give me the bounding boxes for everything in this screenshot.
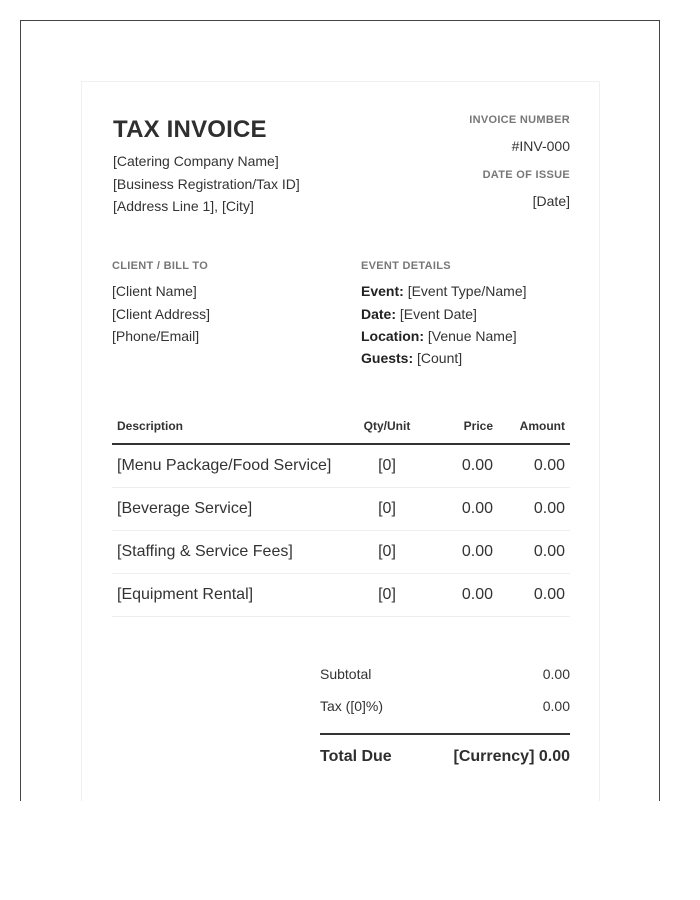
client-contact: [Phone/Email] <box>112 328 200 344</box>
event-date-line <box>361 306 477 322</box>
client-section-label: CLIENT / BILL TO <box>112 260 209 272</box>
item-price: 0.00 <box>426 444 498 488</box>
invoice-number-value: #INV-000 <box>511 138 570 154</box>
column-header-amount: Amount <box>498 409 570 444</box>
line-items-table <box>112 409 570 617</box>
tax-label: Tax ([0]%) <box>320 698 384 714</box>
item-qty: [0] <box>348 574 426 617</box>
company-registration: [Business Registration/Tax ID] <box>113 176 300 192</box>
date-of-issue-value: [Date] <box>532 193 570 209</box>
event-location-value: [Venue Name] <box>427 328 517 344</box>
table-row <box>112 574 570 617</box>
item-description: [Beverage Service] <box>112 488 348 531</box>
item-amount: 0.00 <box>498 444 570 488</box>
table-header-row <box>112 409 570 444</box>
tax-value: 0.00 <box>542 698 570 714</box>
event-date-key: Date: <box>361 306 397 322</box>
column-header-price: Price <box>426 409 498 444</box>
company-address: [Address Line 1], [City] <box>113 198 254 214</box>
event-type-line <box>361 283 527 299</box>
column-header-description: Description <box>112 409 348 444</box>
totals-divider <box>320 733 570 735</box>
item-description: [Equipment Rental] <box>112 574 348 617</box>
date-of-issue-label: DATE OF ISSUE <box>482 169 570 181</box>
item-price: 0.00 <box>426 531 498 574</box>
event-section-label: EVENT DETAILS <box>361 260 451 272</box>
client-address: [Client Address] <box>112 306 211 322</box>
total-due-label: Total Due <box>320 748 392 765</box>
column-header-qty: Qty/Unit <box>348 409 426 444</box>
table-row <box>112 488 570 531</box>
item-qty: [0] <box>348 531 426 574</box>
item-price: 0.00 <box>426 488 498 531</box>
item-description: [Staffing & Service Fees] <box>112 531 348 574</box>
event-guests-key: Guests: <box>361 350 414 366</box>
client-name: [Client Name] <box>112 283 197 299</box>
total-due-value: [Currency] 0.00 <box>453 748 570 765</box>
item-description: [Menu Package/Food Service] <box>112 444 348 488</box>
subtotal-label: Subtotal <box>320 666 372 682</box>
table-row <box>112 531 570 574</box>
event-guests-line <box>361 350 462 366</box>
event-date-value: [Event Date] <box>399 306 477 322</box>
invoice-number-label: INVOICE NUMBER <box>469 114 570 126</box>
item-amount: 0.00 <box>498 574 570 617</box>
item-qty: [0] <box>348 488 426 531</box>
item-qty: [0] <box>348 444 426 488</box>
event-type-key: Event: <box>361 283 404 299</box>
company-name: [Catering Company Name] <box>113 153 279 169</box>
item-amount: 0.00 <box>498 531 570 574</box>
subtotal-value: 0.00 <box>542 666 570 682</box>
event-location-line <box>361 328 517 344</box>
event-type-value: [Event Type/Name] <box>407 283 527 299</box>
event-guests-value: [Count] <box>417 350 463 366</box>
table-row <box>112 444 570 488</box>
item-amount: 0.00 <box>498 488 570 531</box>
invoice-title: TAX INVOICE <box>113 116 267 143</box>
item-price: 0.00 <box>426 574 498 617</box>
event-location-key: Location: <box>361 328 424 344</box>
